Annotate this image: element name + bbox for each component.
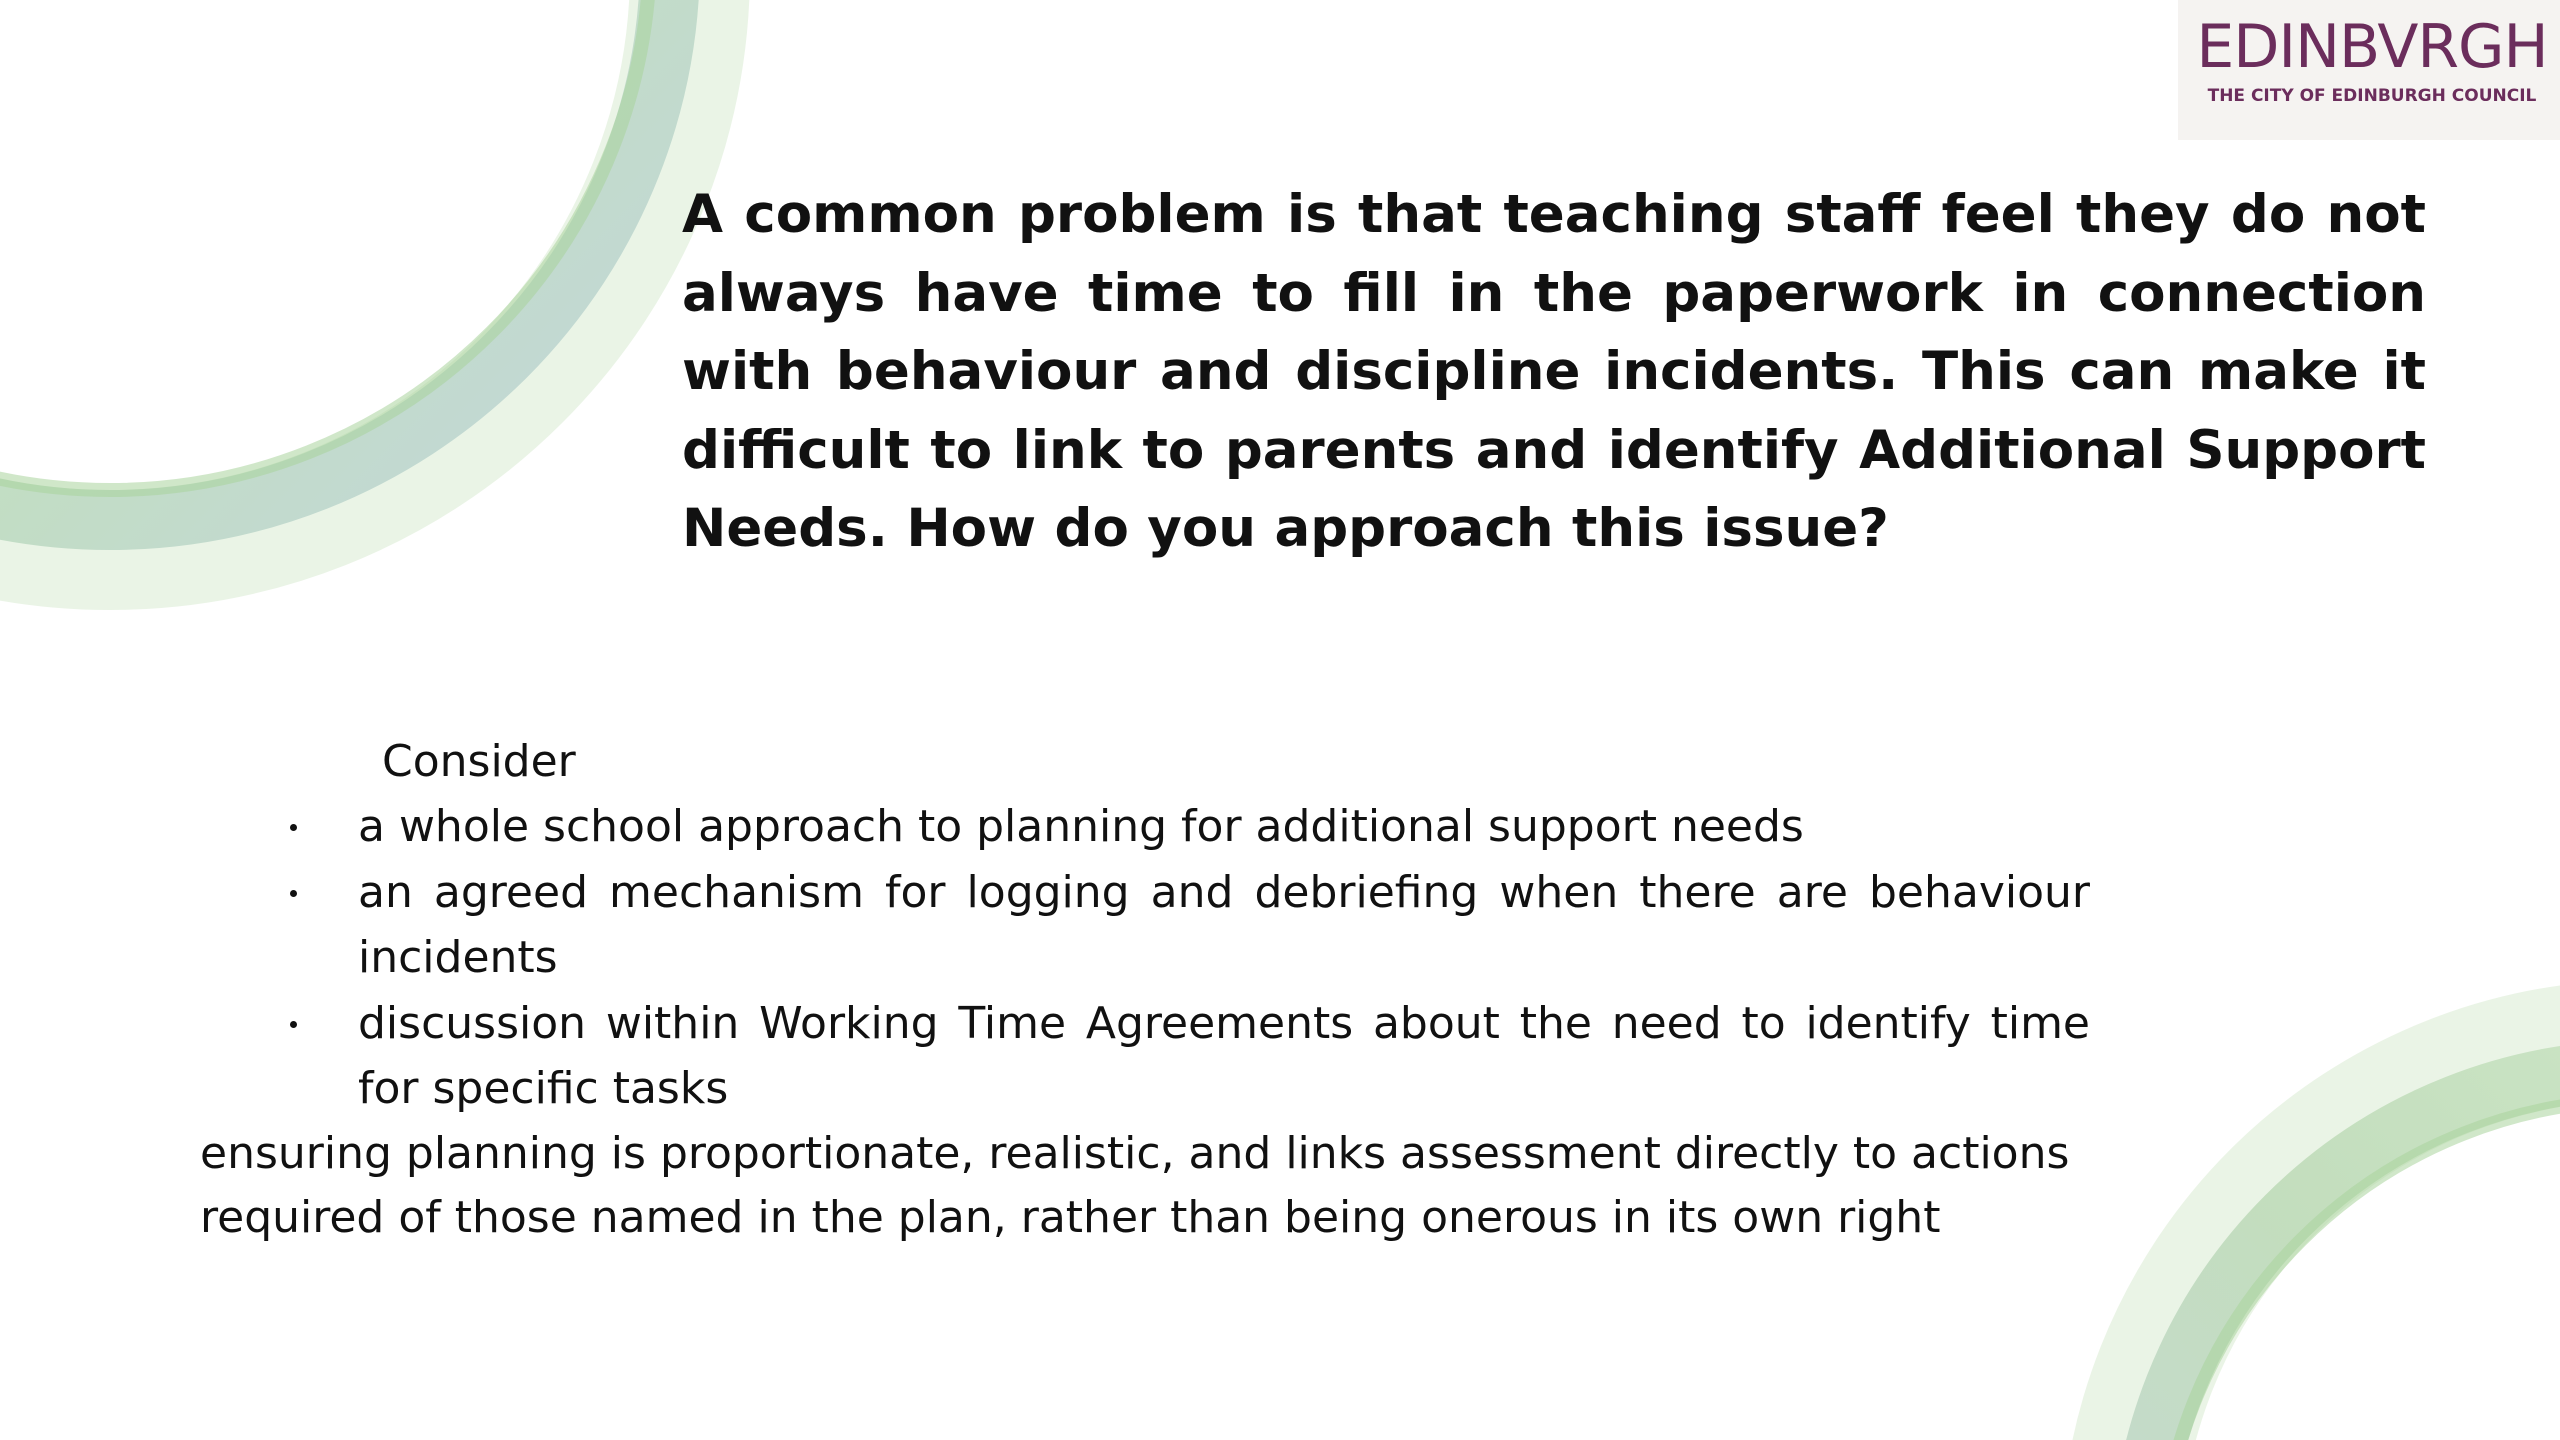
list-item bbox=[290, 794, 2090, 860]
logo-wordmark: EDINBVRGH bbox=[2196, 12, 2548, 82]
logo-subtitle: THE CITY OF EDINBURGH COUNCIL bbox=[2207, 86, 2537, 106]
consider-list bbox=[290, 794, 2090, 1122]
list-item-text: a whole school approach to planning for additional support needs bbox=[358, 801, 1804, 852]
list-item bbox=[290, 860, 2090, 991]
top-left-arc bbox=[0, 0, 690, 550]
question-text: A common problem is that teaching staff feel they do not always have time to fill in the paperwork in connection with behaviour and discipline incidents. This can make it difficult to link to parents and identify Additional Support Needs. How do you approach this issue? bbox=[682, 184, 2426, 559]
consider-heading: Consider bbox=[382, 736, 576, 787]
bottom-right-arc bbox=[2120, 1040, 2560, 1440]
list-item-text: an agreed mechanism for logging and debriefing when there are behaviour incidents bbox=[358, 866, 2090, 983]
bullet-icon bbox=[290, 890, 297, 897]
bullet-icon bbox=[290, 1021, 297, 1028]
list-item-text: discussion within Working Time Agreements about the need to identify time for specific tasks bbox=[358, 997, 2090, 1114]
bullet-icon bbox=[290, 824, 297, 831]
closing-paragraph: ensuring planning is proportionate, realistic, and links assessment directly to actions required of those named in the plan, rather than being onerous in its own right bbox=[200, 1128, 2070, 1243]
list-item bbox=[290, 991, 2090, 1122]
